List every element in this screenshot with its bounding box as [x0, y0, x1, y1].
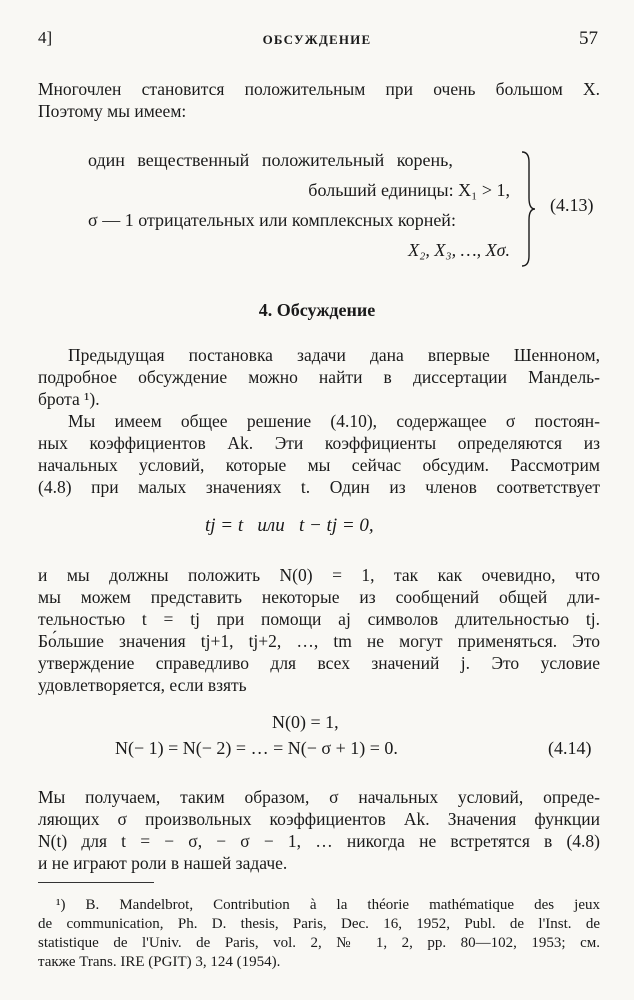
paragraph-3: [38, 564, 600, 696]
eq-413-line-1: один вещественный положительный корень,: [88, 150, 453, 170]
text-line: утверждение справедливо для всех значений j. Это условие: [38, 653, 600, 673]
footnote: [38, 896, 600, 972]
paragraph-2-first: [68, 410, 600, 432]
eq-413-number: (4.13): [550, 195, 594, 215]
text-line: Поэтому мы имеем:: [38, 101, 187, 121]
text-line: (4.8) при малых значениях t. Один из членов соответствует: [38, 477, 600, 497]
text-line: Многочлен становится положительным при очень большом X.: [38, 79, 600, 99]
text-line: и не играют роли в нашей задаче.: [38, 853, 288, 873]
paragraph-1: [38, 344, 600, 366]
eq-413-line-2: больший единицы: X₁ > 1,: [308, 180, 510, 200]
eq-413-line-3: σ — 1 отрицательных или комплексных корней:: [88, 210, 456, 230]
text-line: брота ¹).: [38, 389, 100, 409]
text-line: ных коэффициентов Ak. Эти коэффициенты определяются из: [38, 433, 600, 453]
text-line: тельностью t = tj при помощи aj символов длительностью tj.: [38, 609, 600, 629]
eq-414-line-2: N(− 1) = N(− 2) = … = N(− σ + 1) = 0.: [115, 738, 398, 758]
footnote-line: statistique de l'Univ. de Paris, vol. 2, № 1, 2, pp. 80—102, 1953; см.: [38, 935, 600, 951]
intro-paragraph: [38, 78, 600, 122]
footnote-rule: [38, 882, 154, 883]
text-line: Мы имеем общее решение (4.10), содержащее σ постоян-: [68, 411, 600, 431]
text-line: Мы получаем, таким образом, σ начальных условий, опреде-: [38, 787, 600, 807]
paragraph-2: [38, 432, 600, 498]
right-brace-icon: [520, 150, 536, 268]
text-line: и мы должны положить N(0) = 1, так как очевидно, что: [38, 565, 600, 585]
paragraph-4: [38, 786, 600, 874]
eq-414-line-1: N(0) = 1,: [272, 712, 339, 732]
footnote-line: также Trans. IRE (PGIT) 3, 124 (1954).: [38, 954, 281, 970]
section-title: 4. Обсуждение: [258, 300, 376, 320]
text-line: ляющих σ произвольных коэффициентов Ak. Значения функции: [38, 809, 600, 829]
text-line: подробное обсуждение можно найти в диссертации Мандель-: [38, 367, 600, 387]
text-line: удовлетворяется, если взять: [38, 675, 247, 695]
running-header: ОБСУЖДЕНИЕ: [262, 32, 372, 47]
footnote-line: de communication, Ph. D. thesis, Paris, Dec. 16, 1952, Publ. de l'Inst. de: [38, 916, 600, 932]
text-line: мы можем представить некоторые из сообщений общей дли-: [38, 587, 600, 607]
chapter-number: 4]: [38, 28, 53, 47]
page-number: 57: [579, 28, 598, 49]
text-line: Предыдущая постановка задачи дана впервые Шенноном,: [68, 345, 600, 365]
text-line: N(t) для t = − σ, − σ − 1, … никогда не встретятся в (4.8): [38, 831, 600, 851]
eq-413-line-4: X₂, X₃, …, Xσ.: [408, 240, 510, 260]
equation-tj: tj = t или t − tj = 0,: [205, 515, 374, 536]
footnote-line: ¹) B. Mandelbrot, Contribution à la théorie mathématique des jeux: [56, 897, 600, 913]
text-line: начальных условий, которые мы сейчас обсудим. Рассмотрим: [38, 455, 600, 475]
eq-414-number: (4.14): [548, 738, 592, 758]
paragraph-1-cont: [38, 366, 600, 410]
text-line: Бо́льшие значения tj+1, tj+2, …, tm не могут применяться. Это: [38, 631, 600, 651]
